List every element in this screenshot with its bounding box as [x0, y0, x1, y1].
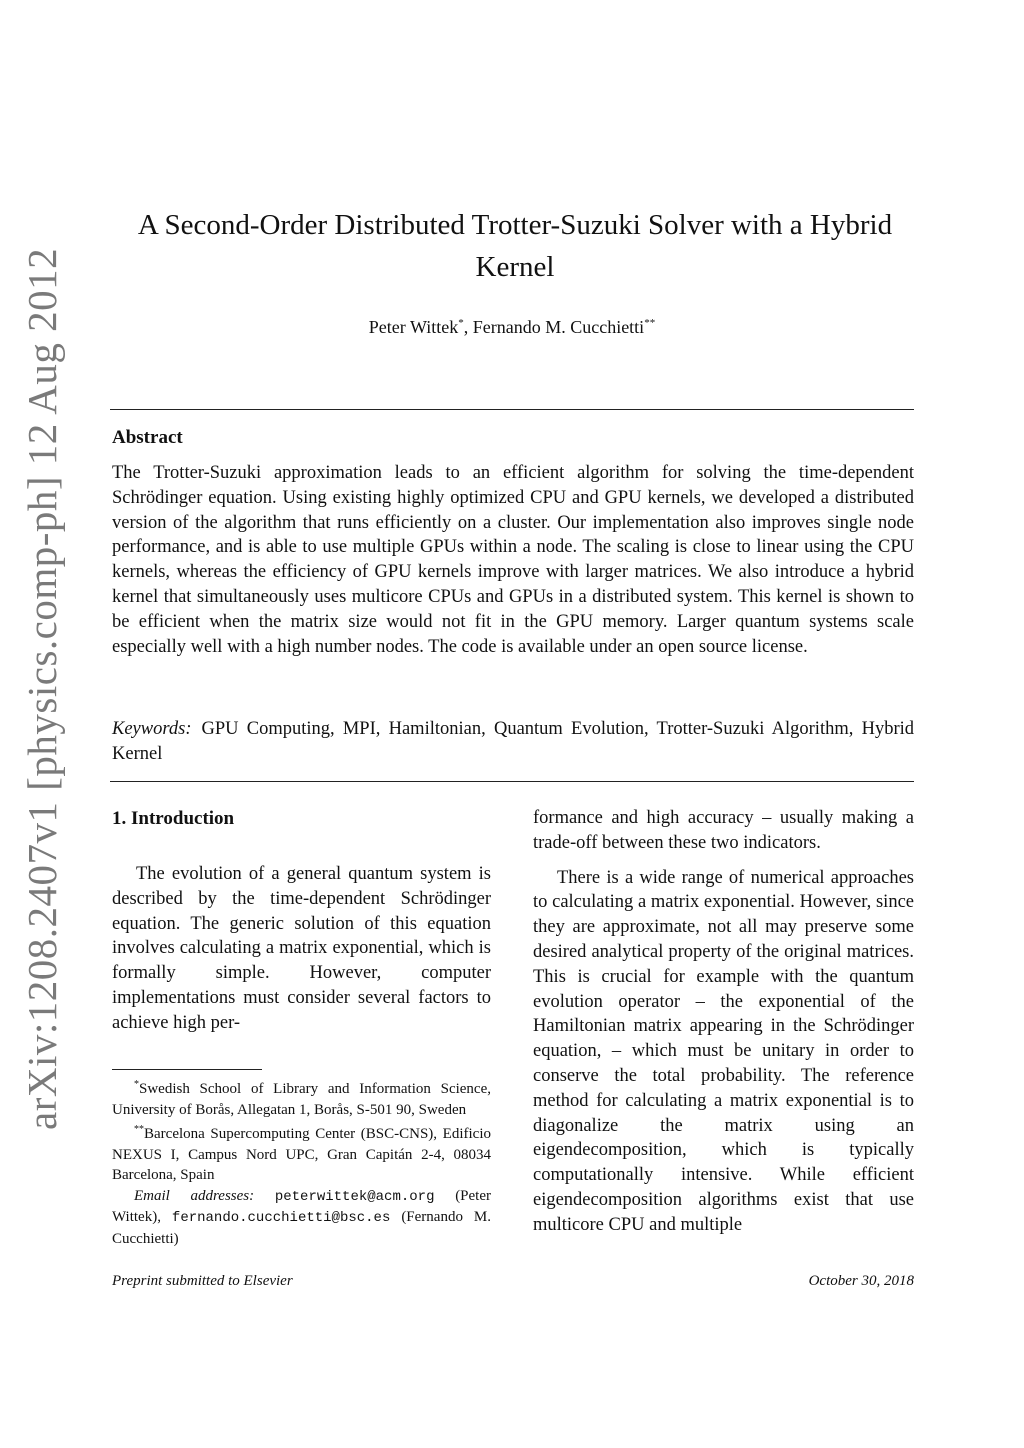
keywords — [112, 717, 914, 767]
author-line — [110, 311, 914, 339]
right-column — [533, 806, 914, 1238]
author-footnote-mark: * — [458, 317, 464, 329]
author-separator: , — [463, 317, 473, 337]
footnote-text: Swedish School of Library and Information Science, University of Borås, Allegatan 1, Borås, S-501 90, Sweden — [112, 1081, 491, 1118]
email-owner: (Fernando M. Cucchietti) — [112, 1209, 491, 1247]
footnote-divider — [112, 1069, 262, 1070]
footnote-affiliation-1 — [112, 1075, 491, 1120]
paper-title: A Second-Order Distributed Trotter-Suzuki Solver with a Hybrid Kernel — [137, 209, 893, 283]
intro-paragraph-2: There is a wide range of numerical approaches to calculating a matrix exponential. However, since they are approximate, not all may preserve some desired analytical property of the original matrices. This is crucial for example with the quantum evolution operator – the exponential of the Hamiltonian matrix appearing in the Schrödinger equation, – which must be unitary in order to conserve the total probability. The reference method for calculating a matrix exponential is to diagonalize the matrix using an eigendecomposition, which is typically computationally intensive. While efficient eigendecomposition algorithms exist that use multicore CPU and multiple — [533, 867, 914, 1235]
author-name: Fernando M. Cucchietti — [472, 317, 645, 337]
abstract-heading: Abstract — [112, 427, 183, 448]
section-heading-introduction: 1. Introduction — [112, 808, 235, 829]
footnote-emails — [112, 1186, 491, 1250]
left-column — [112, 806, 491, 1036]
abstract-bottom-divider — [110, 781, 914, 782]
keywords-label: Keywords: — [112, 719, 192, 739]
keywords-list: GPU Computing, MPI, Hamiltonian, Quantum Evolution, Trotter-Suzuki Algorithm, Hybrid Kernel — [112, 719, 914, 764]
preprint-footer: Preprint submitted to Elsevier — [112, 1273, 293, 1289]
abstract-text: The Trotter-Suzuki approximation leads to an efficient algorithm for solving the time-dependent Schrödinger equation. Using existing highly optimized CPU and GPU kernels, we developed a distributed version of the algorithm that runs efficiently on a cluster. Our implementation also improves single node performance, and is able to use multiple GPUs within a node. The scaling is close to linear using the CPU kernels, whereas the efficiency of GPU kernels improve with larger matrices. We also introduce a hybrid kernel that simultaneously uses multicore CPUs and GPUs in a distributed system. This kernel is shown to be efficient when the matrix size would not fit in the GPU memory. Larger quantum systems scale especially well with a high number nodes. The code is available under an open source license. — [112, 463, 914, 657]
intro-paragraph-continued: formance and high accuracy – usually making a trade-off between these two indicators. — [533, 808, 914, 853]
footnote-affiliation-2 — [112, 1120, 491, 1186]
top-divider — [110, 409, 914, 410]
email-link[interactable]: fernando.cucchietti@bsc.es — [171, 1210, 391, 1226]
arxiv-identifier-stamp[interactable]: arXiv:1208.2407v1 [physics.comp-ph] 12 Aug 2012 — [19, 247, 65, 1130]
footnote-mark: * — [134, 1079, 139, 1090]
footnote-text: Barcelona Supercomputing Center (BSC-CNS), Edificio NEXUS I, Campus Nord UPC, Gran Capitán 2-4, 08034 Barcelona, Spain — [112, 1126, 491, 1183]
footnote-mark: ** — [134, 1124, 144, 1135]
author-name: Peter Wittek — [368, 317, 459, 337]
email-label: Email addresses: — [134, 1187, 255, 1204]
date-footer: October 30, 2018 — [808, 1273, 914, 1289]
intro-paragraph-1: The evolution of a general quantum system is described by the time-dependent Schrödinger equation. The generic solution of this equation involves calculating a matrix exponential, which is formally simple. However, computer implementations must consider several factors to achieve high per- — [112, 864, 491, 1033]
email-owner: (Peter Wittek), — [112, 1187, 492, 1225]
author-footnote-mark: ** — [644, 317, 656, 329]
email-link[interactable]: peterwittek@acm.org — [274, 1188, 435, 1205]
footnotes — [112, 1075, 491, 1249]
